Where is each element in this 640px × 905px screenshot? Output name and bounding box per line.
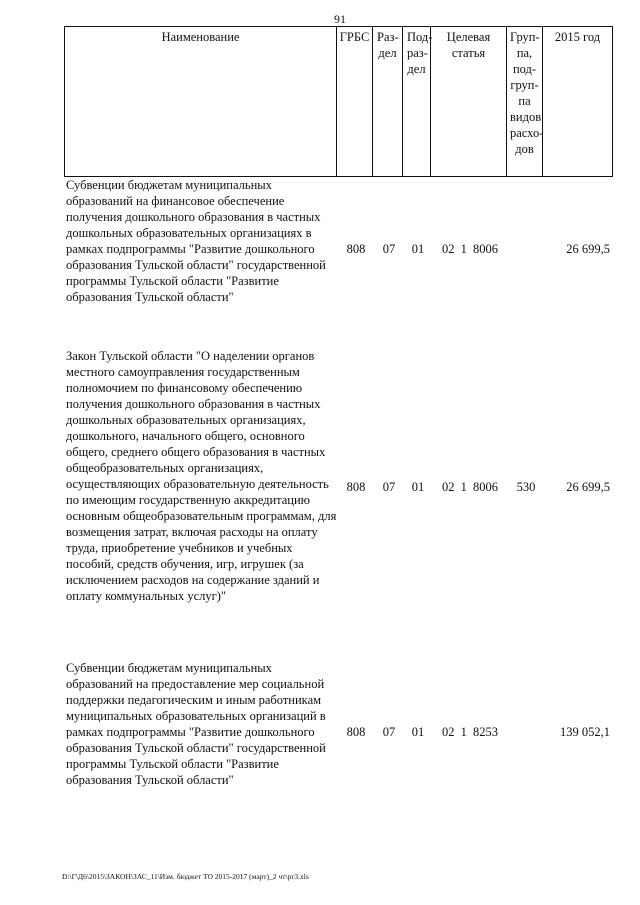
row-amount: 139 052,1 <box>560 725 610 739</box>
row-razdel: 07 <box>382 242 396 256</box>
header-grbs: ГРБС <box>337 27 373 177</box>
row-podrazdel: 01 <box>411 242 425 256</box>
row-name: Субвенции бюджетам муниципальных образований на финансовое обеспечение получения дошкольного образования в частных дошкольных образовательных организациях в рамках подпрограммы "Развитие дошкольного образования Тульской области" государственной программы Тульской области "Развитие образования Тульской области" <box>66 178 326 304</box>
row-target: 02 1 8006 <box>442 480 498 494</box>
row-target: 02 1 8253 <box>442 725 498 739</box>
file-path-footer: D:\Г\Д6\2015\ЗАКОН\ЗАС_11\Изм. бюджет ТО 2015-2017 (март)_2 чт\рг3.xls <box>62 872 309 881</box>
header-vid: Груп- па, под- груп- па видов расхо- дов <box>507 27 543 177</box>
page-number: 91 <box>334 12 346 26</box>
row-podrazdel: 01 <box>411 480 425 494</box>
table-row <box>66 660 612 810</box>
header-podrazdel: Под- раз- дел <box>403 27 431 177</box>
table-row <box>66 348 612 638</box>
row-razdel: 07 <box>382 725 396 739</box>
row-razdel: 07 <box>382 480 396 494</box>
row-name: Закон Тульской области "О наделении органов местного самоуправления государственным полномочием по финансовому обеспечению получения дошкольного образования в частных дошкольных образовательных организациях, дошкольного, начального общего, основного общего, среднего общего образования в частных общеобразовательных организациях, осуществляющих образовательную деятельность по имеющим государственную аккредитацию основным общеобразовательным программам, для возмещения затрат, включая расходы на оплату труда, приобретение учебников и учебных пособий, средств обучения, игр, игрушек (за исключением расходов на содержание зданий и оплату коммунальных услуг)" <box>66 349 337 603</box>
row-grbs: 808 <box>346 242 366 256</box>
row-podrazdel: 01 <box>411 725 425 739</box>
row-grbs: 808 <box>346 480 366 494</box>
row-vid: 530 <box>516 480 536 494</box>
table-header <box>64 26 613 177</box>
row-target: 02 1 8006 <box>442 242 498 256</box>
row-name: Субвенции бюджетам муниципальных образований на предоставление мер социальной поддержки педагогическим и иным работникам муниципальных образовательных организаций в рамках подпрограммы "Развитие дошкольного образования Тульской области" государственной программы Тульской области "Развитие образования Тульской области" <box>66 661 326 787</box>
header-razdel: Раз- дел <box>373 27 403 177</box>
header-target: Целевая статья <box>431 27 507 177</box>
table-row <box>66 177 612 327</box>
header-name: Наименование <box>65 27 337 177</box>
row-grbs: 808 <box>346 725 366 739</box>
row-amount: 26 699,5 <box>566 480 610 494</box>
header-year: 2015 год <box>543 27 613 177</box>
row-amount: 26 699,5 <box>566 242 610 256</box>
